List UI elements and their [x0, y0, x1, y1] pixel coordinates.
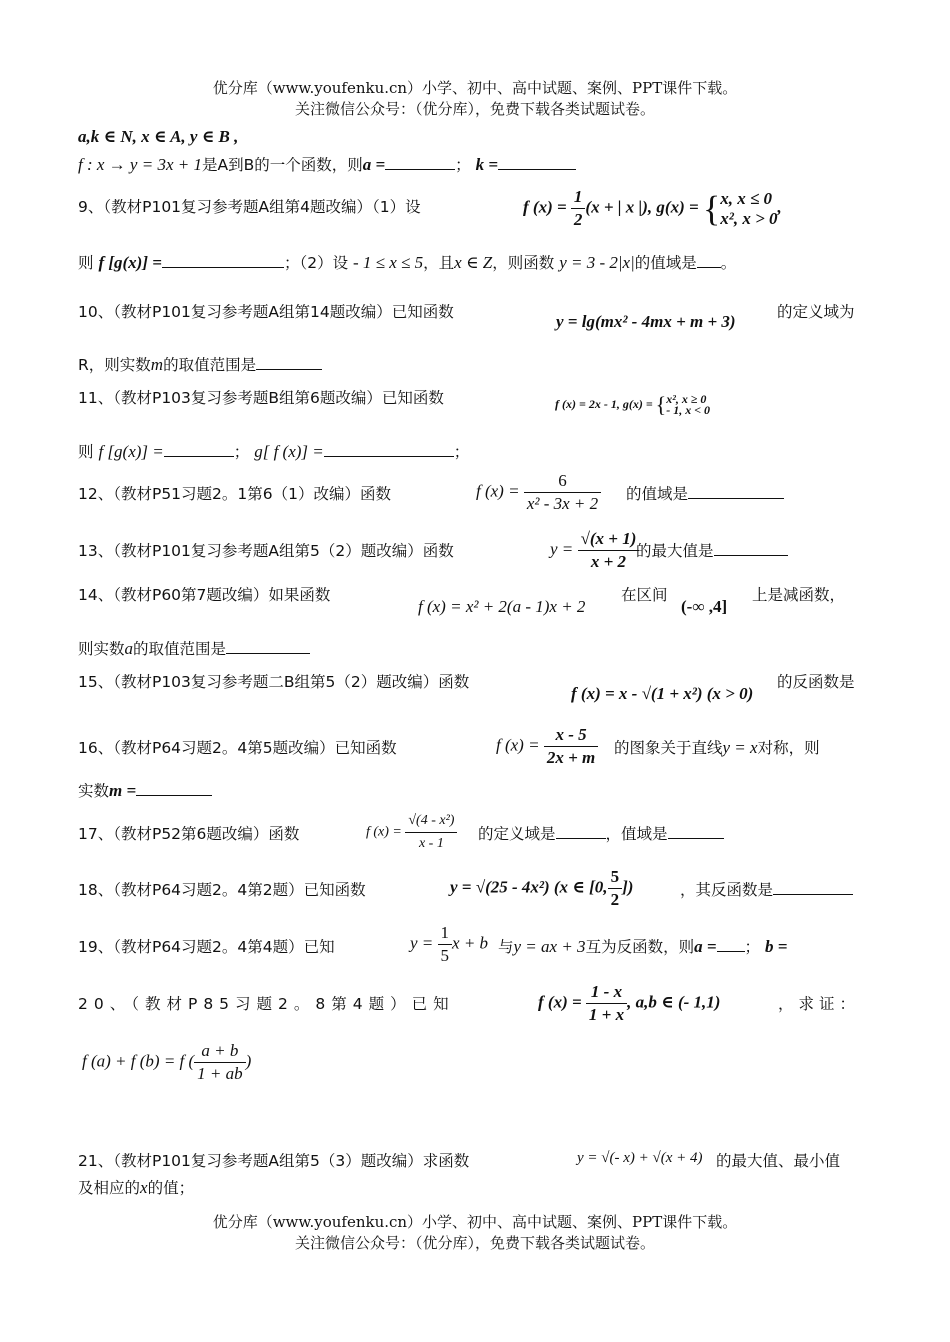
q9-f-definition: f (x) = $\frac{1}{2}$ (x + | x |), g(x) = { x, x ≤ 0 x², x > 0 , [523, 187, 782, 229]
answer-blank [324, 442, 454, 457]
q20-line-1: 20、（教材P85习题2。8第4题）已知 [78, 995, 455, 1013]
q18-function: y = √(25 - 4x²) (x ∈ [0, $\frac{5}{2}$ ]) [450, 867, 634, 909]
q9-line-1: 9、（教材P101复习参考题A组第4题改编）（1）设 [78, 198, 421, 216]
fraction: $\frac{1}{2}$ [571, 186, 586, 231]
q20-proof-statement: f (a) + f (b) = f ( $\frac{a + b}{1 + ab}$ ) [82, 1041, 252, 1083]
answer-blank [697, 253, 721, 268]
answer-blank [498, 155, 576, 170]
q8-condition: a,k ∈ N, x ∈ A, y ∈ B , [78, 127, 239, 146]
fraction: $\frac{a + b}{1 + ab}$ [194, 1040, 245, 1085]
q20-function: f (x) = $\frac{1 - x}{1 + x}$ , a,b ∈ (- 1,1) [538, 982, 721, 1024]
q16-line-2: 实数m = [78, 780, 878, 802]
q8-question: f : x → y = 3x + 1是A到B的一个函数，则a = ； k = [78, 154, 878, 176]
fraction: $\frac{√(x + 1)}{x + 2}$ [578, 528, 640, 573]
q13-suffix: 的最大值是 [636, 540, 836, 562]
q16-tail: 的图象关于直线y = x对称，则 [614, 738, 820, 757]
q18-line: 18、（教材P64习题2。4第2题）已知函数 [78, 881, 366, 899]
q21-suffix: 的最大值、最小值 [716, 1152, 841, 1170]
q10-suffix: 的定义域为 [777, 303, 855, 321]
q14-line-2: 则实数a的取值范围是 [78, 638, 878, 660]
q12-suffix: 的值域是 [626, 483, 826, 505]
q15-suffix: 的反函数是 [777, 673, 855, 691]
q15-function: f (x) = x - √(1 + x²) (x > 0) [571, 684, 754, 703]
q13-function: y = $\frac{√(x + 1)}{x + 2}$ [550, 528, 639, 573]
q19-tail: 与y = ax + 3互为反函数，则a = ； b = [498, 937, 788, 956]
q19-function: y = $\frac{1}{5}$ x + b [410, 923, 489, 965]
q10-line-1: 10、（教材P101复习参考题A组第14题改编）已知函数 [78, 303, 454, 321]
header-line-1: 优分库（www.youfenku.cn）小学、初中、高中试题、案例、PPT课件下载。 [212, 79, 738, 97]
answer-blank [385, 155, 455, 170]
fraction: $\frac{x - 5}{2x + m}$ [544, 724, 598, 769]
q14-function: f (x) = x² + 2(a - 1)x + 2 [418, 597, 586, 616]
q14-tail: 在区间 [621, 586, 668, 604]
fraction: $\frac{1 - x}{1 + x}$ [586, 981, 627, 1026]
q17-line: 17、（教材P52第6题改编）函数 [78, 825, 300, 843]
q11-function: f (x) = 2x - 1, g(x) = { x², x ≥ 0 - 1, x < 0 [555, 392, 711, 417]
q15-line: 15、（教材P103复习参考题二B组第5（2）题改编）函数 [78, 673, 470, 691]
q9-line-2: 则 f [g(x)] = ；（2）设 - 1 ≤ x ≤ 5，且x ∈ Z，则函数 y = 3 - 2|x|的值域是 。 [78, 253, 737, 272]
q13-line: 13、（教材P101复习参考题A组第5（2）题改编）函数 [78, 542, 454, 560]
header-line-2: 关注微信公众号：（优分库），免费下载各类试题试卷。 [294, 100, 655, 118]
q10-function: y = lg(mx² - 4mx + m + 3) [556, 312, 736, 331]
q16-line-1: 16、（教材P64习题2。4第5题改编）已知函数 [78, 739, 397, 757]
q14-suffix: 上是减函数， [752, 586, 846, 604]
footer-line-2: 关注微信公众号：（优分库），免费下载各类试题试卷。 [294, 1234, 655, 1252]
q16-function: f (x) = $\frac{x - 5}{2x + m}$ [496, 724, 598, 769]
answer-blank [773, 880, 853, 895]
q20-suffix: ，求证： [778, 995, 861, 1013]
answer-blank [136, 781, 212, 796]
q11-line-1: 11、（教材P103复习参考题B组第6题改编）已知函数 [78, 389, 444, 407]
q14-line-1: 14、（教材P60第7题改编）如果函数 [78, 586, 331, 604]
answer-blank [668, 824, 724, 839]
q21-function: y = √(- x) + √(x + 4) [577, 1150, 703, 1166]
answer-blank [714, 541, 788, 556]
q17-function: f (x) = $\frac{\text{√(4 - x²)}}{x - 1}$ [366, 810, 457, 855]
answer-blank [162, 253, 284, 268]
q11-line-2: 则 f [g(x)] = ； g[ f (x)] = ； [78, 442, 470, 461]
fraction: $\frac{1}{5}$ [438, 922, 453, 967]
answer-blank [717, 937, 745, 952]
q10-line-2: R，则实数m的取值范围是 [78, 354, 878, 376]
q21-line-1: 21、（教材P101复习参考题A组第5（3）题改编）求函数 [78, 1152, 470, 1170]
answer-blank [226, 639, 310, 654]
answer-blank [164, 442, 234, 457]
answer-blank [256, 355, 322, 370]
q14-interval: (-∞ ,4] [681, 597, 728, 616]
q12-line: 12、（教材P51习题2。1第6（1）改编）函数 [78, 485, 391, 503]
fraction: $\frac{\text{√(4 - x²)}}{x - 1}$ [405, 810, 457, 855]
q12-function: f (x) = $\frac{6}{\text{x² - 3x + 2}}$ [476, 470, 601, 515]
q17-tail: 的定义域是 ，值域是 [478, 823, 778, 845]
q21-line-2: 及相应的x的值； [78, 1178, 195, 1197]
footer-line-1: 优分库（www.youfenku.cn）小学、初中、高中试题、案例、PPT课件下载。 [212, 1213, 738, 1231]
answer-blank [556, 824, 606, 839]
fraction: $\frac{5}{2}$ [608, 866, 623, 911]
fraction: $\frac{6}{\text{x² - 3x + 2}}$ [524, 470, 601, 515]
q19-line: 19、（教材P64习题2。4第4题）已知 [78, 938, 335, 956]
q18-suffix: ，其反函数是 [680, 879, 880, 901]
answer-blank [688, 484, 784, 499]
